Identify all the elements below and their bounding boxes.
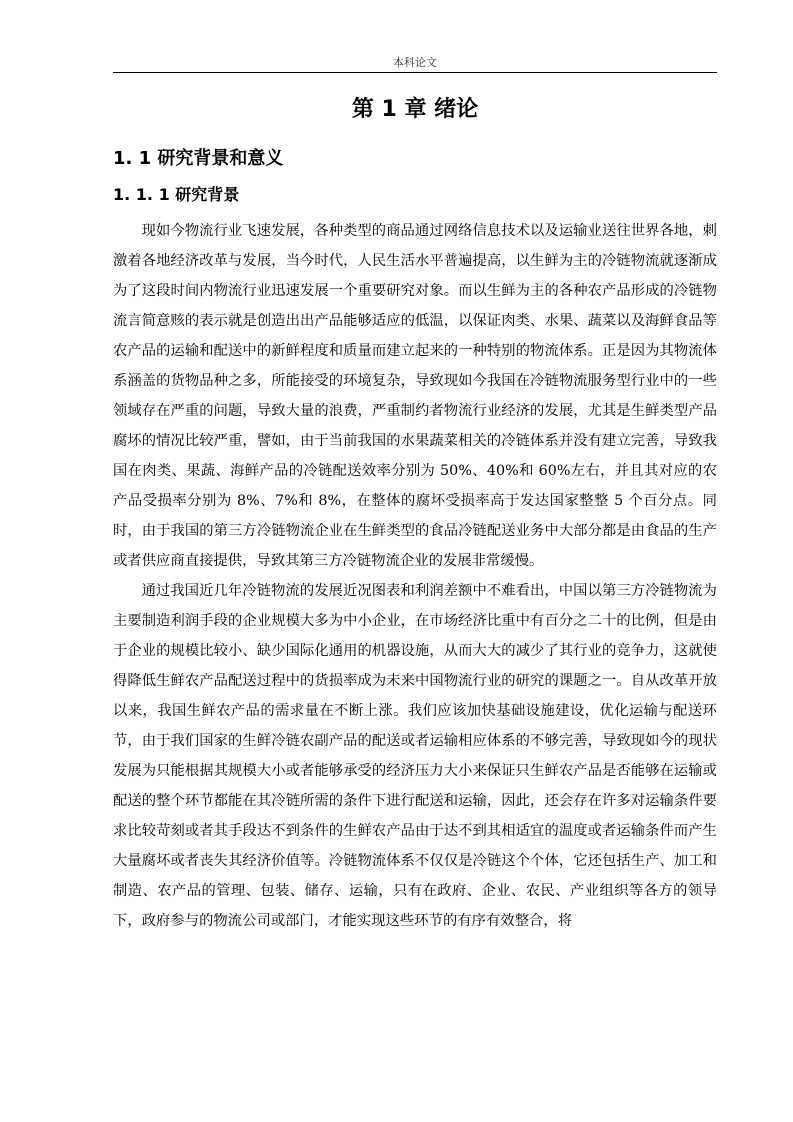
body-text	[113, 216, 717, 936]
chapter-title: 第 1 章 绪论	[351, 97, 479, 122]
paragraph: 通过我国近几年冷链物流的发展近况图表和利润差额中不难看出，中国以第三方冷链物流为主要制造利润手段的企业规模大多为中小企业，在市场经济比重中有百分之二十的比例，但是由于企业的规模比较小、缺少国际化通用的机器设施，从而大大的减少了其行业的竞争力，这就使得降低生鲜农产品配送过程中的货损率成为未来中国物流行业的研究的课题之一。自从改革开放以来，我国生鲜农产品的需求量在不断上涨。我们应该加快基础设施建设，优化运输与配送环节，由于我们国家的生鲜冷链农副产品的配送或者运输相应体系的不够完善，导致现如今的现状发展为只能根据其规模大小或者能够承受的经济压力大小来保证只生鲜农产品是否能够在运输或配送的整个环节都能在其冷链所需的条件下进行配送和运输，因此，还会存在许多对运输条件要求比较苛刻或者其手段达不到条件的生鲜农产品由于达不到其相适宜的温度或者运输条件而产生大量腐坏或者丧失其经济价值等。冷链物流体系不仅仅是冷链这个个体，它还包括生产、加工和制造、农产品的管理、包装、储存、运输，只有在政府、企业、农民、产业组织等各方的领导下，政府参与的物流公司或部门，才能实现这些环节的有序有效整合，将	[113, 583, 717, 929]
section-heading: 1. 1 研究背景和意义	[113, 148, 284, 169]
subsection-heading: 1. 1. 1 研究背景	[113, 185, 240, 204]
page-header: 本科论文	[393, 56, 437, 69]
header-rule	[113, 72, 717, 73]
paragraph: 现如今物流行业飞速发展，各种类型的商品通过网络信息技术以及运输业送往世界各地，刺激着各地经济改革与发展，当今时代，人民生活水平普遍提高，以生鲜为主的冷链物流就逐渐成为了这段时间内物流行业迅速发展一个重要研究对象。而以生鲜为主的各种农产品形成的冷链物流言简意赅的表示就是创造出出产品能够适应的低温，以保证肉类、水果、蔬菜以及海鲜食品等农产品的运输和配送中的新鲜程度和质量而建立起来的一种特别的物流体系。正是因为其物流体系涵盖的货物品种之多，所能接受的环境复杂，导致现如今我国在冷链物流服务型行业中的一些领域存在严重的问题，导致大量的浪费，严重制约者物流行业经济的发展，尤其是生鲜类型产品腐坏的情况比较严重，譬如，由于当前我国的水果蔬菜相关的冷链体系并没有建立完善，导致我国在肉类、果蔬、海鲜产品的冷链配送效率分别为 50%、40%和 60%左右，并且其对应的农产品受损率分别为 8%、7%和 8%，在整体的腐坏受损率高于发达国家整整 5 个百分点。同时，由于我国的第三方冷链物流企业在生鲜类型的食品冷链配送业务中大部分都是由食品的生产或者供应商直接提供，导致其第三方冷链物流企业的发展非常缓慢。	[113, 223, 717, 569]
